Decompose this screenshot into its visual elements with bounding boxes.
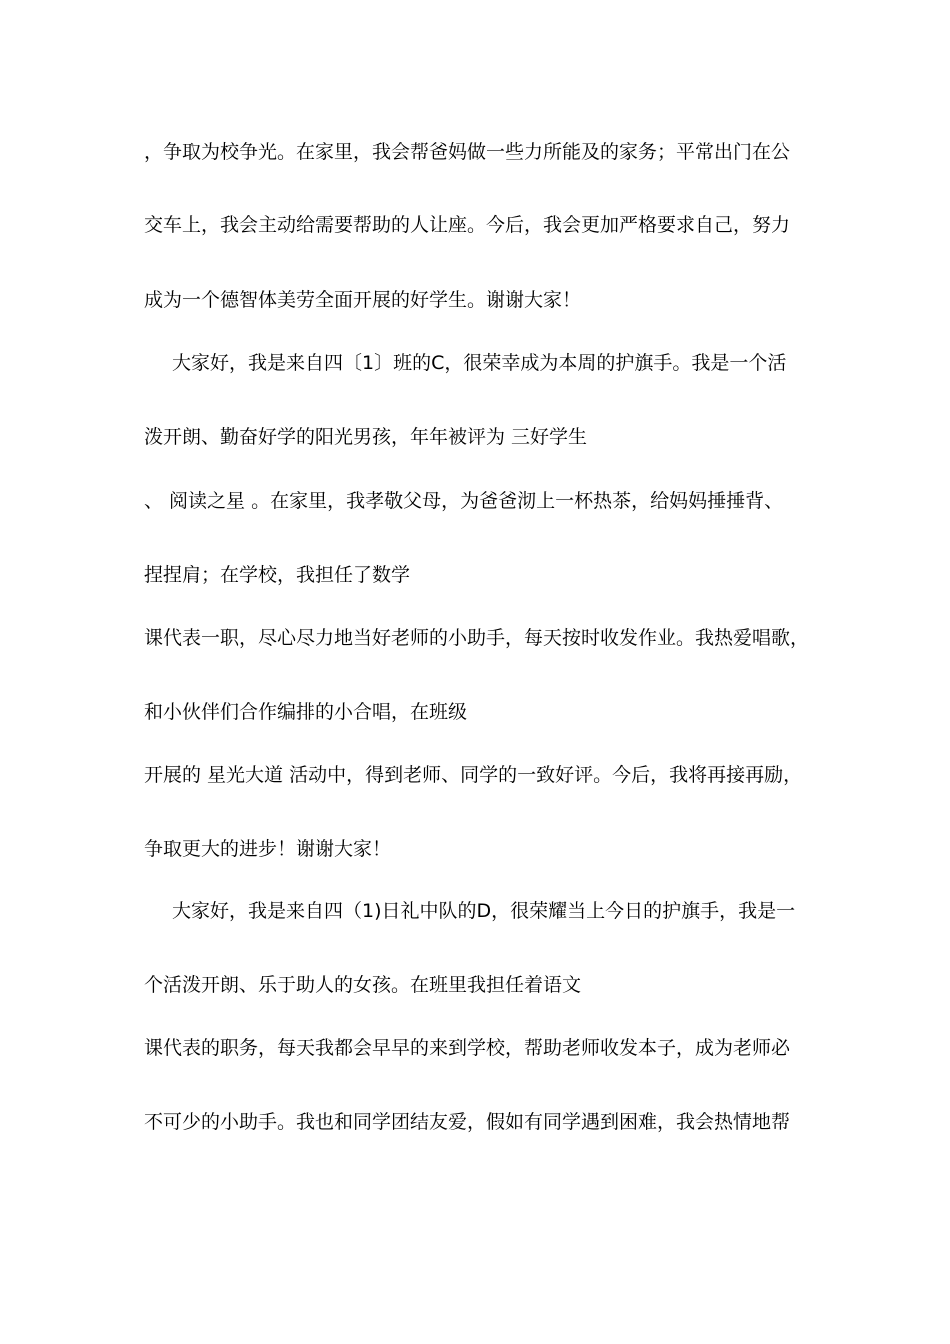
text-line: 、 阅读之星 。在家里，我孝敬父母，为爸爸沏上一杯热茶，给妈妈捶捶背、 xyxy=(144,490,784,512)
text-line: 课代表一职，尽心尽力地当好老师的小助手，每天按时收发作业。我热爱唱歌， xyxy=(144,627,810,649)
text-line: 课代表的职务，每天我都会早早的来到学校，帮助老师收发本子，成为老师必 xyxy=(144,1037,791,1059)
text-line: 和小伙伴们合作编排的小合唱，在班级 xyxy=(144,701,468,723)
paragraph-start-line: 大家好，我是来自四（1)日礼中队的D，很荣耀当上今日的护旗手，我是一 xyxy=(172,900,796,922)
text-line: 泼开朗、勤奋好学的阳光男孩，年年被评为 三好学生 xyxy=(144,426,588,448)
text-line: 个活泼开朗、乐于助人的女孩。在班里我担任着语文 xyxy=(144,974,582,996)
text-line: 开展的 星光大道 活动中，得到老师、同学的一致好评。今后，我将再接再励， xyxy=(144,764,803,786)
text-line: 争取更大的进步！谢谢大家！ xyxy=(144,838,392,860)
text-line: 成为一个德智体美劳全面开展的好学生。谢谢大家！ xyxy=(144,289,582,311)
text-line: 交车上，我会主动给需要帮助的人让座。今后，我会更加严格要求自己，努力 xyxy=(144,214,791,236)
paragraph-start-line: 大家好，我是来自四〔1〕班的C，很荣幸成为本周的护旗手。我是一个活 xyxy=(172,352,787,374)
text-line: 不可少的小助手。我也和同学团结友爱，假如有同学遇到困难，我会热情地帮 xyxy=(144,1111,791,1133)
text-line: 捏捏肩；在学校，我担任了数学 xyxy=(144,564,411,586)
text-line: ，争取为校争光。在家里，我会帮爸妈做一些力所能及的家务；平常出门在公 xyxy=(144,141,791,163)
